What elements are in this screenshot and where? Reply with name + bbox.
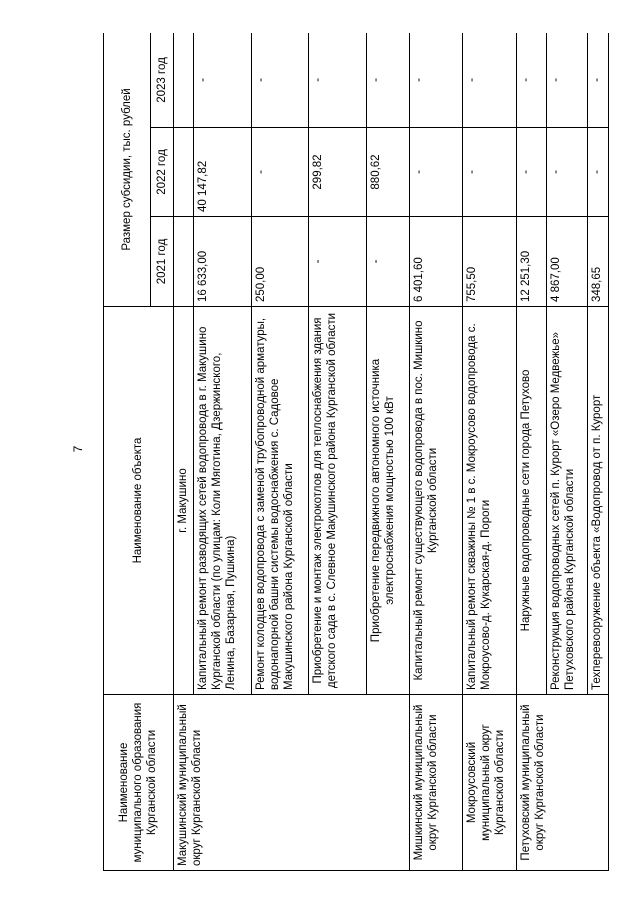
value-2023: - [547, 33, 588, 128]
table-container [103, 33, 609, 871]
object-cell: Техперевооружение объекта «Водопровод от п. Курорт [588, 307, 609, 695]
subsidy-table [103, 33, 609, 871]
table-header-row [104, 33, 151, 871]
sub-header-cell: г. Макушино [173, 307, 194, 695]
value-2021: - [309, 217, 366, 307]
value-2021: 250,00 [251, 217, 308, 307]
value-2023: - [409, 33, 462, 128]
object-cell: Капитальный ремонт скважины № 1 в с. Мокроусово водопровода с. Мокроусово-д. Кукарская-д. Пороги [463, 307, 516, 695]
object-cell: Капитальный ремонт разводящих сетей водопровода в г. Макушино Курганской области (по улицам: Коли Мяготина, Дзержинского, Ленина, Базарная, Пушкина) [194, 307, 251, 695]
value-2022: - [463, 128, 516, 217]
value-2023: - [309, 33, 366, 128]
table-row [409, 33, 462, 871]
value-2022: - [409, 128, 462, 217]
object-cell: Ремонт колодцев водопровода с заменой трубопроводной арматуры, водонапорной башни системы водоснабжения с. Садовое Макушинского района Курганской области [251, 307, 308, 695]
value-2023: - [588, 33, 609, 128]
municipality-cell: Петуховский муниципальный округ Курганской области [516, 695, 608, 871]
value-2021: 348,65 [588, 217, 609, 307]
empty-cell [173, 217, 194, 307]
object-cell: Капитальный ремонт существующего водопровода в пос. Мишкино Курганской области [409, 307, 462, 695]
value-2022: - [588, 128, 609, 217]
header-subsidy: Размер субсидии, тыс. рублей [104, 33, 151, 307]
value-2023: - [516, 33, 547, 128]
object-cell: Реконструкция водопроводных сетей п. Курорт «Озеро Медвежье» Петуховского района Курганской области [547, 307, 588, 695]
value-2023: - [251, 33, 308, 128]
value-2023: - [366, 33, 409, 128]
table-row [173, 33, 194, 871]
header-year-2022: 2022 год [151, 128, 174, 217]
header-object: Наименование объекта [104, 307, 174, 695]
value-2022: - [251, 128, 308, 217]
table-row [516, 33, 547, 871]
value-2021: 16 633,00 [194, 217, 251, 307]
value-2023: - [194, 33, 251, 128]
object-cell: Наружные водопроводные сети города Петухово [516, 307, 547, 695]
object-cell: Приобретение и монтаж электрокотлов для теплоснабжения здания детского сада в с. Слевное Макушинского района Курганской области [309, 307, 366, 695]
value-2021: 755,50 [463, 217, 516, 307]
table-row [463, 33, 516, 871]
municipality-cell: Макушинский муниципальный округ Курганской области [173, 695, 409, 871]
value-2022: 299,82 [309, 128, 366, 217]
value-2022: 880,62 [366, 128, 409, 217]
value-2023: - [463, 33, 516, 128]
value-2022: 40 147,82 [194, 128, 251, 217]
header-municipality: Наименование муниципального образования Курганской области [104, 695, 174, 871]
value-2021: 12 251,30 [516, 217, 547, 307]
municipality-cell: Мишкинский муниципальный округ Курганской области [409, 695, 462, 871]
page-number: 7 [71, 445, 85, 453]
value-2021: 6 401,60 [409, 217, 462, 307]
value-2021: 4 867,00 [547, 217, 588, 307]
value-2022: - [547, 128, 588, 217]
header-year-2021: 2021 год [151, 217, 174, 307]
municipality-cell: Мокроусовский муниципальный округ Курганской области [463, 695, 516, 871]
value-2022: - [516, 128, 547, 217]
object-cell: Приобретение передвижного автономного источника электроснабжения мощностью 100 кВт [366, 307, 409, 695]
empty-cell [173, 33, 194, 128]
header-year-2023: 2023 год [151, 33, 174, 128]
empty-cell [173, 128, 194, 217]
value-2021: - [366, 217, 409, 307]
